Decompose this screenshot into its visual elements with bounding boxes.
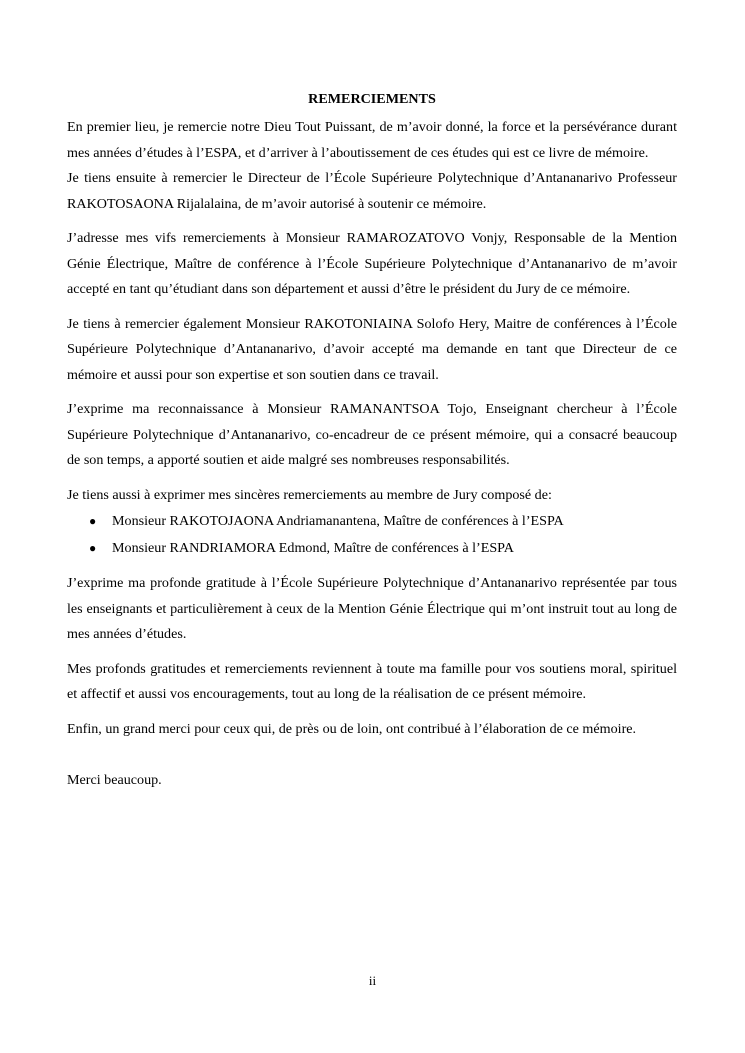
paragraph-enfin: Enfin, un grand merci pour ceux qui, de près ou de loin, ont contribué à l’élaboration de ce mémoire. [67,720,637,737]
list-item [67,508,677,535]
jury-list [67,508,677,562]
jury-member: Monsieur RAKOTOJAONA Andriamanantena, Maître de conférences à l’ESPA [112,513,564,529]
paragraph-jury-intro: Je tiens aussi à exprimer mes sincères remerciements au membre de Jury composé de: [67,486,552,503]
bullet-icon: ● [89,514,97,528]
closing-text: Merci beaucoup. [67,772,162,788]
paragraph-dieu: En premier lieu, je remercie notre Dieu Tout Puissant, de m’avoir donné, la force et la persévérance durant mes années d’études à l’ESPA, et d’arriver à l’aboutissement de ces études qui est ce livre de mémoire. [67,119,677,161]
page-number: ii [368,973,377,988]
paragraph-president-jury: J’adresse mes vifs remerciements à Monsieur RAMAROZATOVO Vonjy, Responsable de la Mention Génie Électrique, Maître de conférence à l’École Supérieure Polytechnique d’Antananarivo de m’avoir accepté en tant qu’étudiant dans son département et aussi d’être le président du Jury de ce mémoire. [67,230,677,297]
paragraph-directeur: Je tiens ensuite à remercier le Directeur de l’École Supérieure Polytechnique d’Antananarivo Professeur RAKOTOSAONA Rijalalaina, de m’avoir autorisé à soutenir ce mémoire. [67,170,677,212]
paragraph-famille: Mes profonds gratitudes et remerciements reviennent à toute ma famille pour vos soutiens moral, spirituel et affectif et aussi vos encouragements, tout au long de la réalisation de ce présent mémoire. [67,660,677,702]
bullet-icon: ● [89,541,97,555]
document-page [67,88,677,794]
paragraph-ecole: J’exprime ma profonde gratitude à l’École Supérieure Polytechnique d’Antananarivo représentée par tous les enseignants et particulièrement à ceux de la Mention Génie Électrique qui m’ont instruit tout au long de mes années d’études. [67,575,677,642]
paragraph-directeur-memoire: Je tiens à remercier également Monsieur RAKOTONIAINA Solofo Hery, Maitre de conférences à l’École Supérieure Polytechnique d’Antananarivo, d’avoir accepté ma demande en tant que Directeur de ce mémoire et aussi pour son expertise et son soutien dans ce travail. [67,315,677,383]
jury-member: Monsieur RANDRIAMORA Edmond, Maître de conférences à l’ESPA [112,540,514,556]
list-item [67,535,677,562]
page-title: REMERCIEMENTS [308,91,436,107]
paragraph-co-encadreur: J’exprime ma reconnaissance à Monsieur RAMANANTSOA Tojo, Enseignant chercheur à l’École Supérieure Polytechnique d’Antananarivo, co-encadreur de ce présent mémoire, qui a consacré beaucoup de son temps, a apporté soutien et aide malgré ses nombreuses responsabilités. [67,401,677,468]
